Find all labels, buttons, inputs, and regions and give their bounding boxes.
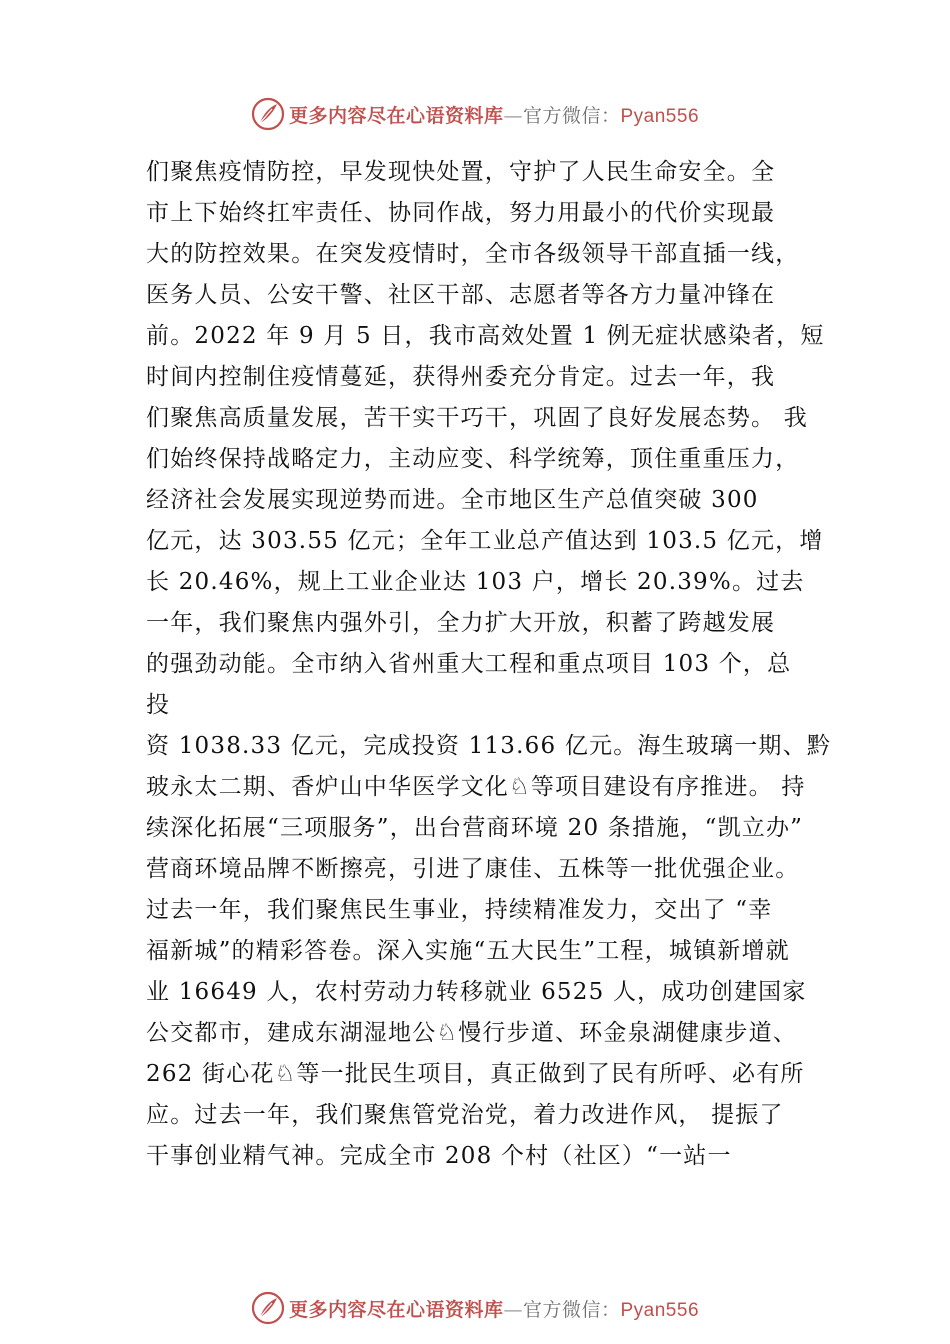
- footer-banner: [0, 1288, 950, 1328]
- footer-text: [289, 1295, 699, 1322]
- text-line: 公交都市，建成东湖湿地公♘慢行步道、环金泉湖健康步道、: [146, 1020, 798, 1046]
- text-line: 长 20.46%，规上工业企业达 103 户，增长 20.39%。过去: [146, 569, 805, 595]
- header-wechat-id: Pyan556: [620, 105, 700, 127]
- text-line: 们聚焦高质量发展，苦干实干巧干，巩固了良好发展态势。 我: [146, 405, 808, 431]
- footer-label: 官方微信：: [522, 1298, 621, 1321]
- text-line: 营商环境品牌不断擦亮，引进了康佳、五株等一批优强企业。: [146, 856, 800, 882]
- text-line: 业 16649 人，农村劳动力转移就业 6525 人，成功创建国家: [146, 979, 807, 1005]
- footer-wechat-id: Pyan556: [620, 1299, 700, 1321]
- header-dash: —: [503, 104, 523, 127]
- text-line: 医务人员、公安干警、社区干部、志愿者等各方力量冲锋在: [146, 282, 776, 308]
- text-line: 的强劲动能。全市纳入省州重大工程和重点项目 103 个，总: [146, 651, 792, 677]
- text-line: 过去一年，我们聚焦民生事业，持续精准发力，交出了 “幸: [146, 897, 773, 923]
- text-line: 前。2022 年 9 月 5 日，我市高效处置 1 例无症状感染者，短: [146, 323, 825, 349]
- text-line: 亿元，达 303.55 亿元；全年工业总产值达到 103.5 亿元，增: [146, 528, 824, 554]
- feather-pen-logo-icon: [251, 97, 285, 131]
- footer-brand: 更多内容尽在心语资料库: [288, 1298, 504, 1321]
- feather-pen-logo-icon: [251, 1291, 285, 1325]
- document-body: [146, 152, 832, 1177]
- text-line: 市上下始终扛牢责任、协同作战，努力用最小的代价实现最: [146, 200, 776, 226]
- text-line: 经济社会发展实现逆势而进。全市地区生产总值突破 300: [146, 487, 759, 513]
- text-line: 玻永太二期、香炉山中华医学文化♘等项目建设有序推进。 持: [146, 774, 806, 800]
- text-line: 干事创业精气神。完成全市 208 个村（社区）“一站一: [146, 1143, 732, 1169]
- text-line: 262 街心花♘等一批民生项目，真正做到了民有所呼、必有所: [146, 1061, 805, 1087]
- header-label: 官方微信：: [522, 104, 621, 127]
- header-brand: 更多内容尽在心语资料库: [288, 104, 504, 127]
- text-line: 投: [146, 692, 171, 718]
- text-line: 时间内控制住疫情蔓延，获得州委充分肯定。过去一年，我: [146, 364, 776, 390]
- header-banner: [0, 94, 950, 134]
- text-line: 续深化拓展“三项服务”，出台营商环境 20 条措施，“凯立办”: [146, 815, 804, 841]
- text-line: 福新城”的精彩答卷。深入实施“五大民生”工程，城镇新增就: [146, 938, 790, 964]
- header-text: [289, 101, 699, 128]
- text-line: 资 1038.33 亿元，完成投资 113.66 亿元。海生玻璃一期、黔: [146, 733, 832, 759]
- text-line: 们始终保持战略定力，主动应变、科学统筹，顶住重重压力，: [146, 446, 800, 472]
- text-line: 一年，我们聚焦内强外引，全力扩大开放，积蓄了跨越发展: [146, 610, 776, 636]
- text-line: 应。过去一年，我们聚焦管党治党，着力改进作风， 提振了: [146, 1102, 784, 1128]
- footer-dash: —: [503, 1298, 523, 1321]
- text-line: 大的防控效果。在突发疫情时，全市各级领导干部直插一线，: [146, 241, 800, 267]
- text-line: 们聚焦疫情防控，早发现快处置，守护了人民生命安全。全: [146, 159, 776, 185]
